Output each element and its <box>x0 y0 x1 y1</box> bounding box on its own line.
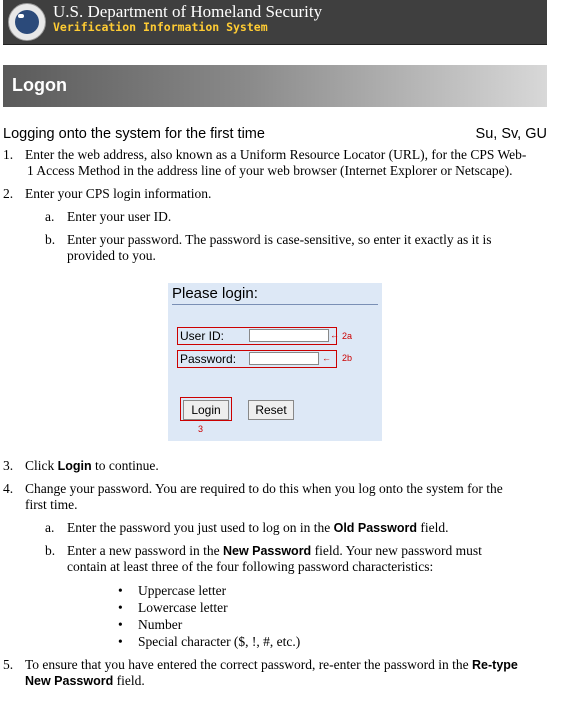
password-row <box>177 350 337 368</box>
banner-subtitle: Verification Information System <box>53 20 268 34</box>
bullet-icon: • <box>118 617 123 632</box>
bullet-text: Special character ($, !, #, etc.) <box>138 634 301 649</box>
login-button[interactable]: Login <box>183 400 229 420</box>
userid-label: User ID: <box>180 329 225 343</box>
sub-text: Enter your user ID. <box>67 209 172 224</box>
bullet-icon: • <box>118 634 123 649</box>
userid-row <box>177 327 337 345</box>
procedure-heading <box>3 126 547 142</box>
sub-text: field. <box>416 520 449 535</box>
step-number: 4. <box>3 481 14 496</box>
sub-letter: b. <box>45 232 56 247</box>
user-roles: Su, Sv, GU <box>475 126 547 142</box>
banner-title: U.S. Department of Homeland Security <box>53 2 323 21</box>
bullet-text: Lowercase letter <box>138 600 228 615</box>
step-text: to continue. <box>91 458 159 473</box>
step-text: To ensure that you have entered the correct password, re-enter the password in the <box>25 657 473 672</box>
retype-keyword: Re-type <box>472 658 518 672</box>
bullet-text: Uppercase letter <box>138 583 227 598</box>
step-number: 1. <box>3 147 14 162</box>
arrow-left-icon: ← <box>322 353 331 363</box>
sub-letter: a. <box>45 520 55 535</box>
step-text-line: Enter the web address, also known as a Uniform Resource Locator (URL), for the CPS Web- <box>25 147 527 162</box>
callout-2b: 2b <box>342 353 353 363</box>
step-text: Enter your CPS login information. <box>25 186 212 201</box>
userid-input[interactable] <box>249 329 329 342</box>
callout-2a: 2a <box>342 331 353 341</box>
callout-3: 3 <box>198 424 204 434</box>
reset-button[interactable]: Reset <box>248 400 294 420</box>
sub-letter: a. <box>45 209 55 224</box>
step-text-line: first time. <box>25 497 78 512</box>
sub-text-line: Enter your password. The password is case-sensitive, so enter it exactly as it is <box>67 232 492 247</box>
password-input[interactable] <box>249 352 319 365</box>
step-number: 3. <box>3 458 14 473</box>
step-text-line: Change your password. You are required to do this when you log onto the system for the <box>25 481 503 496</box>
dhs-banner <box>3 0 547 45</box>
step-text: Click <box>25 458 58 473</box>
bullet-icon: • <box>118 600 123 615</box>
sub-text: Enter a new password in the <box>67 543 223 558</box>
old-password-keyword: Old Password <box>333 521 417 535</box>
dhs-seal-icon <box>8 3 46 41</box>
bullet-icon: • <box>118 583 123 598</box>
sub-letter: b. <box>45 543 56 558</box>
password-label: Password: <box>180 352 237 366</box>
login-screenshot <box>168 283 382 441</box>
new-password-keyword: New Password <box>25 674 114 688</box>
sub-text-line: provided to you. <box>67 248 156 263</box>
arrow-left-icon: ← <box>330 330 339 340</box>
login-title: Please login: <box>172 285 258 302</box>
section-bar <box>3 65 547 107</box>
sub-text: Enter the password you just used to log on in the <box>67 520 334 535</box>
sub-text-line: contain at least three of the four following password characteristics: <box>67 559 434 574</box>
divider <box>172 304 378 305</box>
section-title: Logon <box>12 75 67 95</box>
new-password-keyword: New Password <box>222 544 312 558</box>
login-keyword: Login <box>57 459 92 473</box>
step-text: field. <box>113 673 145 688</box>
step-number: 2. <box>3 186 14 201</box>
sub-text: field. Your new password must <box>311 543 482 558</box>
step-text-line: 1 Access Method in the address line of your web browser (Internet Explorer or Netscape). <box>27 163 513 178</box>
step-number: 5. <box>3 657 14 672</box>
bullet-text: Number <box>138 617 183 632</box>
heading-text: Logging onto the system for the first time <box>3 126 265 142</box>
